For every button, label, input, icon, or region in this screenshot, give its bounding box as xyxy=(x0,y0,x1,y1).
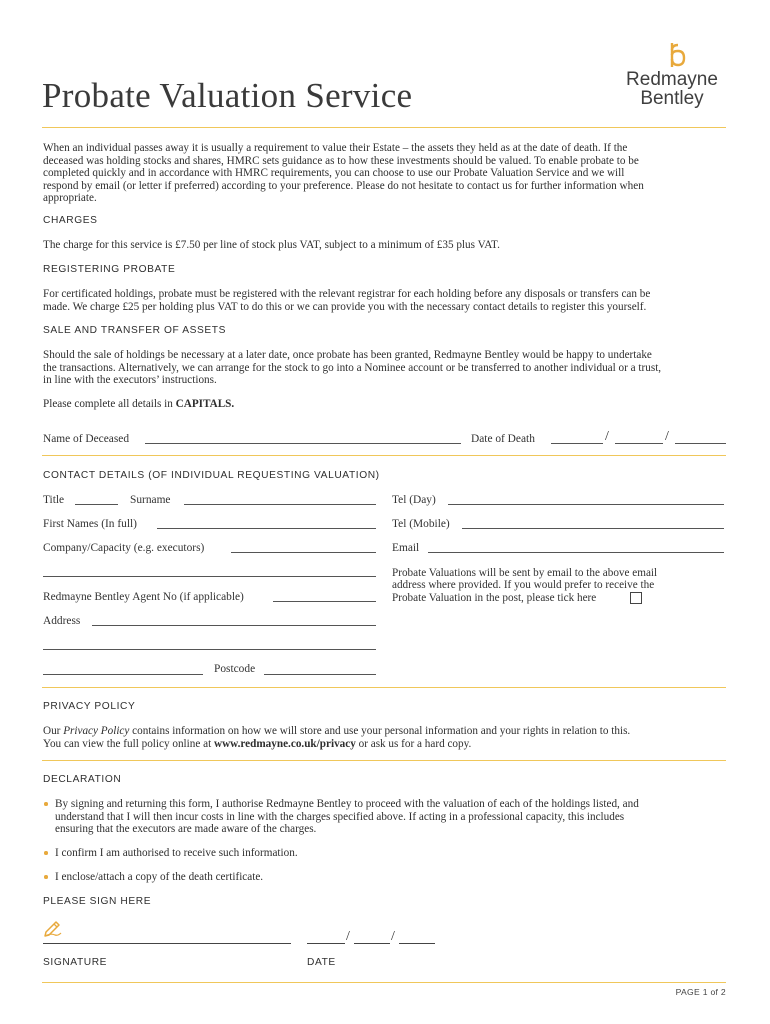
sign-heading: PLEASE SIGN HERE xyxy=(43,896,152,907)
pen-sign-icon xyxy=(43,917,63,937)
signature-field[interactable] xyxy=(43,943,291,944)
privacy-text: Our xyxy=(43,725,64,737)
email-note-line: Probate Valuations will be sent by email to the above email xyxy=(392,567,658,579)
declaration-item-3: I enclose/attach a copy of the death certificate. xyxy=(55,871,264,883)
email-note xyxy=(392,567,657,604)
company-field[interactable] xyxy=(231,552,376,553)
title-field[interactable] xyxy=(75,504,118,505)
agent-label: Redmayne Bentley Agent No (if applicable) xyxy=(43,591,244,603)
capitals-instruction xyxy=(43,398,234,411)
privacy-line-2 xyxy=(43,738,743,751)
sign-date-day-field[interactable] xyxy=(307,943,345,944)
title-label: Title xyxy=(43,494,65,506)
section-divider xyxy=(42,455,726,456)
surname-field[interactable] xyxy=(184,504,376,505)
logo-wordmark xyxy=(612,70,732,108)
agent-field[interactable] xyxy=(273,601,376,602)
privacy-text: contains information on how we will store and use your personal information and your rights in relation to this. xyxy=(129,725,631,737)
charges-heading: CHARGES xyxy=(43,215,98,226)
date-separator: / xyxy=(346,929,350,944)
bullet-icon xyxy=(44,851,48,855)
privacy-url-link[interactable]: www.redmayne.co.uk/privacy xyxy=(214,737,356,750)
sign-date-year-field[interactable] xyxy=(399,943,435,944)
sign-date-month-field[interactable] xyxy=(354,943,390,944)
signature-label: SIGNATURE xyxy=(43,957,108,968)
logo-line-1: Redmayne xyxy=(626,69,718,90)
deceased-name-label: Name of Deceased xyxy=(43,433,130,445)
sale-heading: SALE AND TRANSFER OF ASSETS xyxy=(43,325,227,336)
rb-monogram-icon xyxy=(661,41,689,69)
charges-text: The charge for this service is £7.50 per line of stock plus VAT, subject to a minimum of £35 plus VAT. xyxy=(43,239,500,251)
section-divider xyxy=(42,760,726,761)
capitals-bold: CAPITALS. xyxy=(175,398,235,410)
deceased-name-field[interactable] xyxy=(145,443,461,444)
intro-line: completed quickly and in accordance with HMRC requirements, you can choose to use our Probate Valuation Service and we will xyxy=(43,167,625,180)
privacy-policy-link[interactable]: Privacy Policy xyxy=(63,725,130,737)
intro-line: appropriate. xyxy=(43,192,97,205)
death-date-year-field[interactable] xyxy=(675,443,726,444)
email-note-line: Probate Valuation in the post, please tick here xyxy=(392,591,597,604)
address-field-line-2[interactable] xyxy=(43,649,376,650)
email-field[interactable] xyxy=(428,552,724,553)
sale-line: Should the sale of holdings be necessary at a later date, once probate has been granted, Redmayne Bentley would be happy to undertake xyxy=(43,349,652,361)
declaration-item-1 xyxy=(55,798,735,836)
bullet-icon xyxy=(44,875,48,879)
death-date-label: Date of Death xyxy=(471,433,535,445)
tel-mobile-label: Tel (Mobile) xyxy=(392,518,450,530)
declaration-item-2: I confirm I am authorised to receive such information. xyxy=(55,847,298,859)
declaration-line: understand that I will then incur costs in line with the charges specified above. If acting in a professional capacity, this includes xyxy=(55,810,625,823)
address-field-line-3[interactable] xyxy=(43,674,203,675)
sale-line: in line with the executors’ instructions. xyxy=(43,374,217,387)
section-divider xyxy=(42,687,726,688)
death-date-day-field[interactable] xyxy=(551,443,603,444)
registering-line: made. We charge £25 per holding plus VAT to do this or we can provide you with the necessary contact details to register this yourself. xyxy=(43,300,647,313)
postcode-field[interactable] xyxy=(264,674,376,675)
address-field-line-1[interactable] xyxy=(92,625,376,626)
email-label: Email xyxy=(392,542,420,554)
privacy-paragraph xyxy=(43,725,743,750)
sale-line: the transactions. Alternatively, we can arrange for the stock to go into a Nominee account or be transferred to another individual or a trust, xyxy=(43,361,662,374)
privacy-heading: PRIVACY POLICY xyxy=(43,701,136,712)
registering-line: For certificated holdings, probate must be registered with the relevant registrar for each holding before any disposals or transfers can be xyxy=(43,288,651,300)
contact-heading: CONTACT DETAILS (OF INDIVIDUAL REQUESTING VALUATION) xyxy=(43,470,380,481)
tel-day-field[interactable] xyxy=(448,504,724,505)
bullet-icon xyxy=(44,802,48,806)
email-note-line: address where provided. If you would prefer to receive the xyxy=(392,579,655,592)
page-title: Probate Valuation Service xyxy=(42,76,413,115)
registering-heading: REGISTERING PROBATE xyxy=(43,264,176,275)
tel-day-label: Tel (Day) xyxy=(392,494,436,506)
registering-paragraph xyxy=(43,288,733,313)
header-divider xyxy=(42,127,726,128)
first-names-label: First Names (In full) xyxy=(43,518,137,530)
logo-line-2: Bentley xyxy=(640,88,704,109)
privacy-text: You can view the full policy online at xyxy=(43,737,214,750)
company-field-continued[interactable] xyxy=(43,576,376,577)
declaration-line: ensuring that the executors are made aware of the charges. xyxy=(55,823,317,836)
date-separator: / xyxy=(605,429,609,444)
privacy-text: or ask us for a hard copy. xyxy=(355,737,472,750)
capitals-prefix: Please complete all details in xyxy=(43,398,176,410)
surname-label: Surname xyxy=(130,494,171,506)
death-date-month-field[interactable] xyxy=(615,443,663,444)
intro-line: deceased was holding stocks and shares, HMRC sets guidance as to how these investments should be valued. To enable probate to be xyxy=(43,154,639,167)
privacy-line-1 xyxy=(43,725,743,738)
postcode-label: Postcode xyxy=(214,663,256,675)
footer-divider xyxy=(42,982,726,983)
company-label: Company/Capacity (e.g. executors) xyxy=(43,542,205,554)
date-separator: / xyxy=(391,929,395,944)
declaration-line: By signing and returning this form, I authorise Redmayne Bentley to proceed with the valuation of each of the holdings listed, and xyxy=(55,798,639,810)
date-separator: / xyxy=(665,429,669,444)
sale-paragraph xyxy=(43,349,733,387)
declaration-heading: DECLARATION xyxy=(43,774,122,785)
intro-paragraph xyxy=(43,142,733,205)
post-preference-checkbox[interactable] xyxy=(630,592,642,604)
address-label: Address xyxy=(43,615,81,627)
intro-line: respond by email (or letter if preferred) according to your preference. Please do not hesitate to contact us for further information when xyxy=(43,179,644,192)
page-number: PAGE 1 of 2 xyxy=(675,987,726,997)
sign-date-label: DATE xyxy=(307,957,336,968)
first-names-field[interactable] xyxy=(157,528,376,529)
intro-line: When an individual passes away it is usually a requirement to value their Estate – the assets they held as at the date of death. If the xyxy=(43,142,628,154)
tel-mobile-field[interactable] xyxy=(462,528,724,529)
